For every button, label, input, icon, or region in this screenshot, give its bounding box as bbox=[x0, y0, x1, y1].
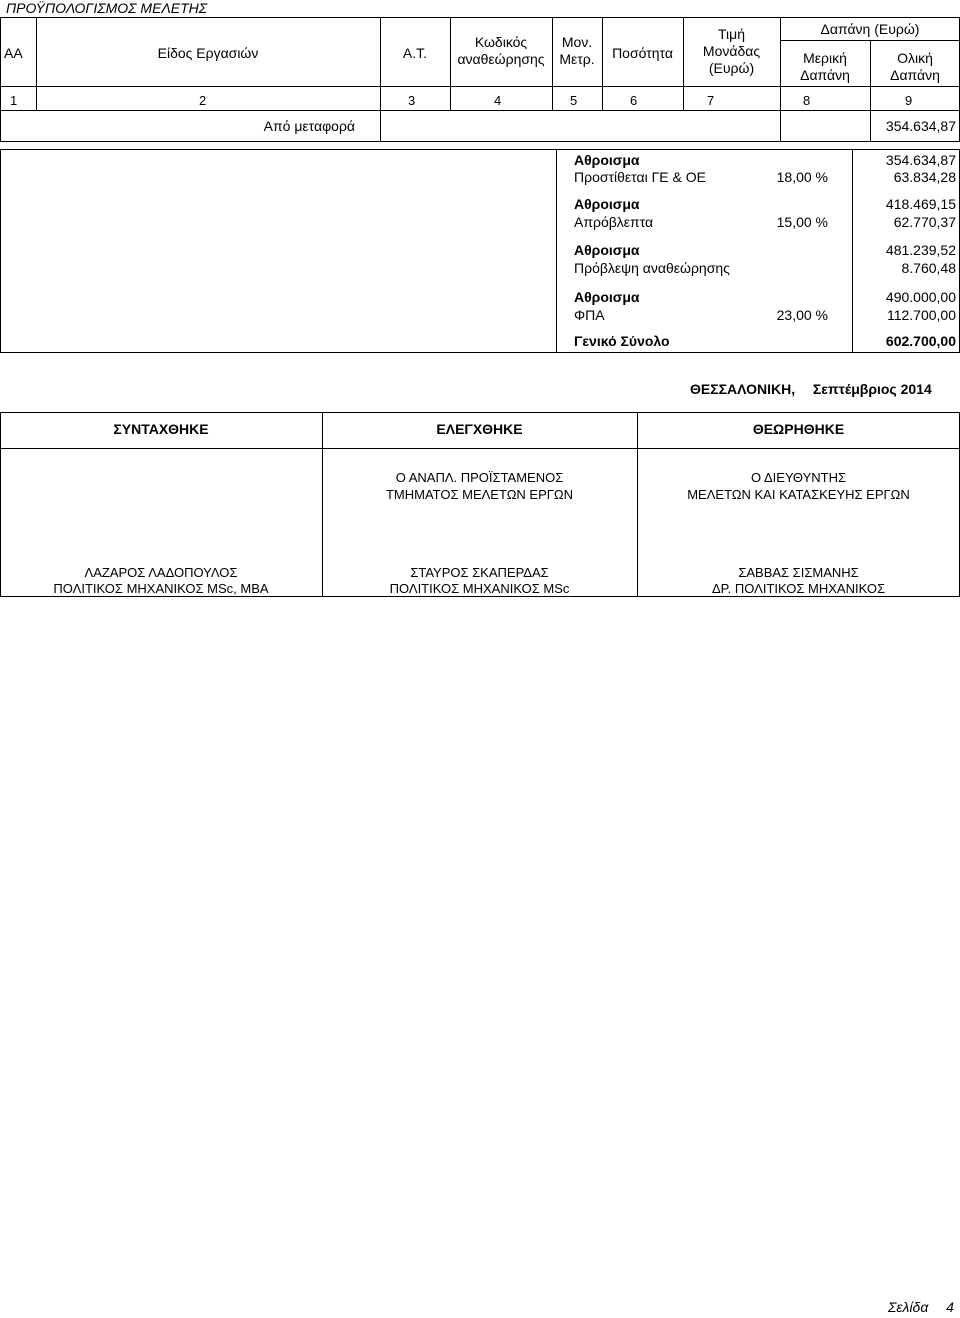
grand-total-value: 602.700,00 bbox=[885, 333, 956, 349]
column-number: 9 bbox=[905, 93, 913, 108]
header-at: Α.Τ. bbox=[402, 45, 428, 61]
sum-value: 481.239,52 bbox=[885, 242, 956, 258]
document-title: ΠΡΟΫΠΟΛΟΓΙΣΜΟΣ ΜΕΛΕΤΗΣ bbox=[6, 0, 208, 16]
header-total-expense: Ολική Δαπάνη bbox=[890, 50, 940, 83]
sum-label: Αθροισμα bbox=[574, 242, 640, 258]
header-aa: ΑΑ bbox=[4, 45, 23, 61]
column-number: 3 bbox=[408, 93, 416, 108]
signature-name-checked: ΣΤΑΥΡΟΣ ΣΚΑΠΕΡΔΑΣ ΠΟΛΙΤΙΚΟΣ ΜΗΧΑΝΙΚΟΣ MSc bbox=[389, 565, 570, 596]
column-number: 6 bbox=[630, 93, 638, 108]
signature-header-compiled: ΣΥΝΤΑΧΘΗΚΕ bbox=[113, 421, 209, 437]
signature-header-checked: ΕΛΕΓΧΘΗΚΕ bbox=[436, 421, 523, 437]
item-label: ΦΠΑ bbox=[574, 307, 605, 323]
signature-role-approved: Ο ΔΙΕΥΘΥΝΤΗΣ ΜΕΛΕΤΩΝ ΚΑΙ ΚΑΤΑΣΚΕΥΗΣ ΕΡΓΩΝ bbox=[687, 470, 910, 502]
date: Σεπτέμβριος 2014 bbox=[812, 381, 932, 397]
page-label: Σελίδα bbox=[888, 1299, 929, 1315]
signature-role-checked: Ο ΑΝΑΠΛ. ΠΡΟΪΣΤΑΜΕΝΟΣ ΤΜΗΜΑΤΟΣ ΜΕΛΕΤΩΝ ΕΡΓΩΝ bbox=[385, 470, 574, 502]
grand-total-label: Γενικό Σύνολο bbox=[574, 333, 670, 349]
carry-forward-value: 354.634,87 bbox=[885, 118, 956, 134]
signature-header-approved: ΘΕΩΡΗΘΗΚΕ bbox=[752, 421, 845, 437]
header-unit-price: Τιμή Μονάδας (Ευρώ) bbox=[702, 26, 761, 76]
carry-forward-label: Από μεταφορά bbox=[263, 118, 355, 134]
item-percent: 18,00 % bbox=[776, 169, 828, 185]
item-value: 63.834,28 bbox=[893, 169, 956, 185]
column-number: 8 bbox=[803, 93, 811, 108]
page-number: 4 bbox=[946, 1299, 954, 1315]
column-number: 1 bbox=[10, 93, 18, 108]
column-number: 5 bbox=[570, 93, 578, 108]
item-label: Απρόβλεπτα bbox=[574, 214, 654, 230]
signature-name-compiled: ΛΑΖΑΡΟΣ ΛΑΔΟΠΟΥΛΟΣ ΠΟΛΙΤΙΚΟΣ ΜΗΧΑΝΙΚΟΣ MSc, MBA bbox=[53, 565, 269, 596]
item-label: Πρόβλεψη αναθεώρησης bbox=[574, 260, 730, 276]
header-work-type: Είδος Εργασιών bbox=[157, 45, 259, 61]
sum-value: 418.469,15 bbox=[885, 196, 956, 212]
place-date bbox=[690, 381, 932, 397]
sum-value: 354.634,87 bbox=[885, 152, 956, 168]
column-number: 2 bbox=[199, 93, 207, 108]
signature-name-approved: ΣΑΒΒΑΣ ΣΙΣΜΑΝΗΣ ΔΡ. ΠΟΛΙΤΙΚΟΣ ΜΗΧΑΝΙΚΟΣ bbox=[711, 565, 886, 596]
header-quantity: Ποσότητα bbox=[612, 45, 673, 61]
header-revision-code: Κωδικός αναθεώρησης bbox=[457, 34, 545, 67]
item-percent: 23,00 % bbox=[776, 307, 828, 323]
header-unit: Μον. Μετρ. bbox=[559, 34, 595, 67]
item-value: 112.700,00 bbox=[886, 307, 956, 323]
header-partial-expense: Μερική Δαπάνη bbox=[800, 50, 850, 83]
header-expense-group: Δαπάνη (Ευρώ) bbox=[820, 21, 920, 37]
sum-label: Αθροισμα bbox=[574, 152, 640, 168]
column-number: 7 bbox=[707, 93, 715, 108]
place: ΘΕΣΣΑΛΟΝΙΚΗ, bbox=[690, 381, 796, 397]
sum-label: Αθροισμα bbox=[574, 196, 640, 212]
sum-value: 490.000,00 bbox=[885, 289, 956, 305]
item-value: 8.760,48 bbox=[901, 260, 956, 276]
sum-label: Αθροισμα bbox=[574, 289, 640, 305]
item-value: 62.770,37 bbox=[893, 214, 956, 230]
column-number: 4 bbox=[494, 93, 502, 108]
item-percent: 15,00 % bbox=[776, 214, 828, 230]
item-label: Προστίθεται ΓΕ & ΟΕ bbox=[574, 169, 706, 185]
page-footer bbox=[888, 1299, 954, 1315]
